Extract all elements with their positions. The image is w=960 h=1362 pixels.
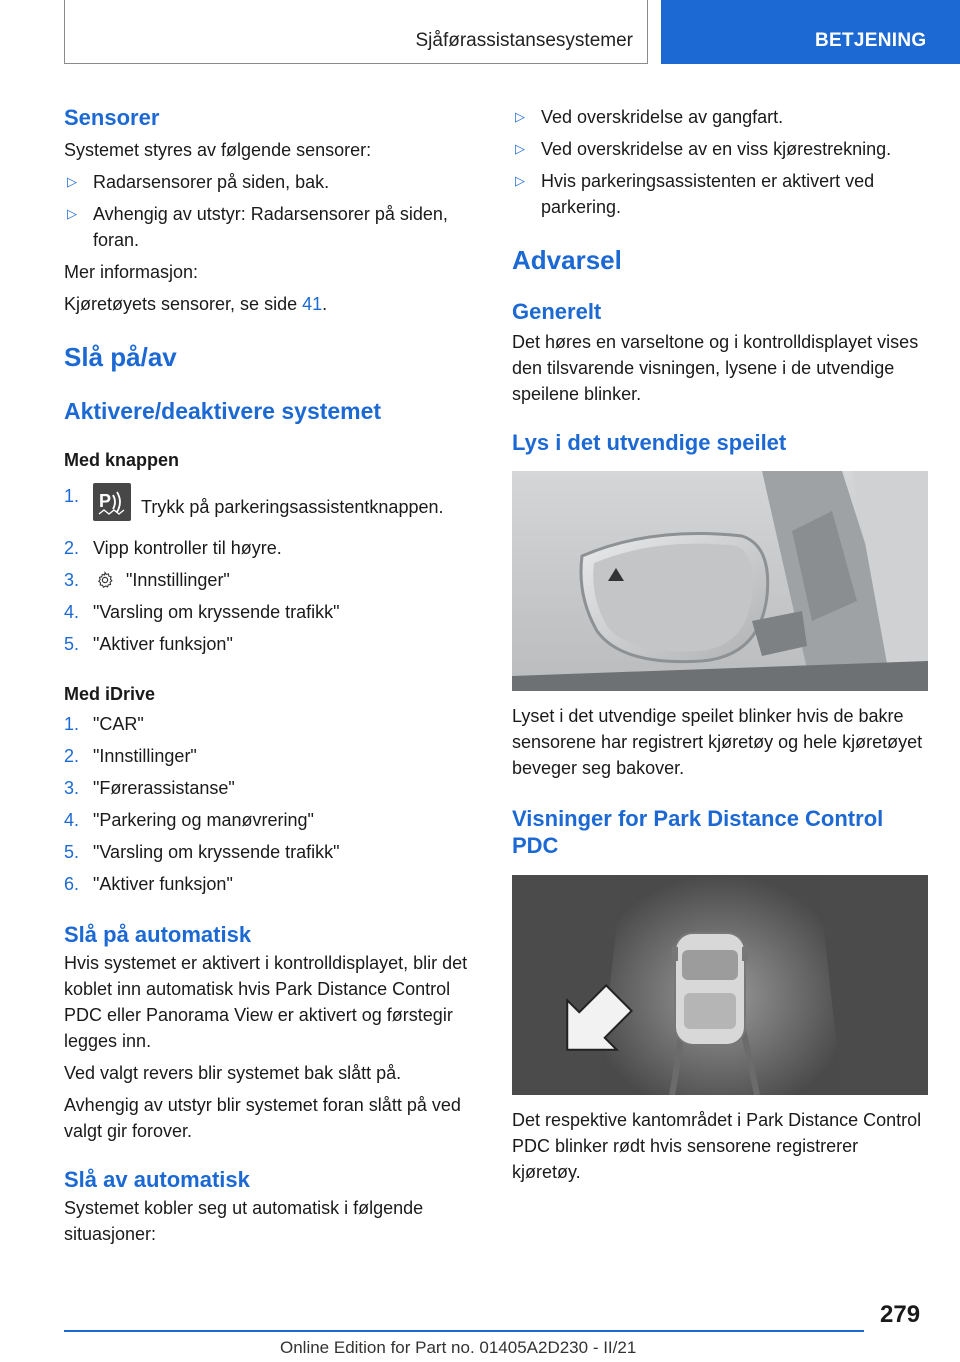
button-steps-list xyxy=(64,483,484,657)
idrive-steps-list xyxy=(64,711,484,897)
gear-icon xyxy=(96,571,114,589)
footer-divider xyxy=(64,1330,864,1332)
header-section-box xyxy=(64,0,648,64)
list-item: 4. "Varsling om kryssende trafikk" xyxy=(64,602,340,622)
list-item: 3. "Innstillinger" xyxy=(64,570,230,590)
pdc-paragraph: Det respektive kantområdet i Park Distance Control PDC blinker rødt hvis sensorene registrerer kjøretøy. xyxy=(512,1110,922,1182)
idrive-subheading: Med iDrive xyxy=(64,684,156,704)
side-mirror-illustration xyxy=(512,471,928,691)
list-item: ▷ Ved overskridelse av en viss kjørestrekning. xyxy=(512,136,930,162)
triangle-bullet-icon: ▷ xyxy=(515,109,525,124)
svg-text:P: P xyxy=(99,491,112,511)
pdc-display-illustration xyxy=(512,875,928,1095)
heading-on-off: Slå på/av xyxy=(64,342,177,372)
triangle-bullet-icon: ▷ xyxy=(515,173,525,188)
list-item: 4. "Parkering og manøvrering" xyxy=(64,810,314,830)
heading-auto-on: Slå på automatisk xyxy=(64,922,252,947)
list-item: 6. "Aktiver funksjon" xyxy=(64,874,233,894)
more-info-label: Mer informasjon: xyxy=(64,262,199,282)
list-item: 2. "Innstillinger" xyxy=(64,746,197,766)
button-subheading: Med knappen xyxy=(64,450,180,470)
auto-on-paragraph-1: Hvis systemet er aktivert i kontrolldisplayet, blir det koblet inn automatisk hvis Park Distance Control PDC eller Panorama View er aktivert og førstegir legges inn. xyxy=(64,953,468,1051)
heading-activate: Aktivere/deaktivere systemet xyxy=(64,398,382,424)
header-section-title: Sjåførassistansesystemer xyxy=(415,30,633,51)
auto-on-paragraph-3: Avhengig av utstyr blir systemet foran slått på ved valgt gir forover. xyxy=(64,1095,461,1141)
triangle-bullet-icon: ▷ xyxy=(515,141,525,156)
triangle-bullet-icon: ▷ xyxy=(67,174,77,189)
parking-assistant-button-icon xyxy=(93,483,131,521)
general-paragraph: Det høres en varseltone og i kontrolldisplayet vises den tilsvarende visningen, lysene i de utvendige speilene blinker. xyxy=(512,332,919,404)
footer-edition: Online Edition for Part no. 01405A2D230 - II/21 xyxy=(280,1338,637,1357)
list-item: 5. "Aktiver funksjon" xyxy=(64,634,233,654)
auto-on-paragraph-2: Ved valgt revers blir systemet bak slått på. xyxy=(64,1063,402,1083)
list-item: 1. P Trykk på parkeringsassistentknappen. xyxy=(64,483,484,521)
list-item: 1. "CAR" xyxy=(64,714,144,734)
heading-pdc: Visninger for Park Distance Control PDC xyxy=(512,806,884,858)
vehicle-sensors-ref: Kjøretøyets sensorer, se side 41. xyxy=(64,294,328,314)
sensors-intro: Systemet styres av følgende sensorer: xyxy=(64,140,372,160)
list-item: ▷ Avhengig av utstyr: Radarsensorer på siden, foran. xyxy=(64,201,484,253)
list-item: ▷ Radarsensorer på siden, bak. xyxy=(64,169,484,195)
heading-mirror-light: Lys i det utvendige speilet xyxy=(512,430,787,455)
triangle-bullet-icon: ▷ xyxy=(67,206,77,221)
list-item: 2. Vipp kontroller til høyre. xyxy=(64,538,282,558)
auto-off-paragraph: Systemet kobler seg ut automatisk i følgende situasjoner: xyxy=(64,1198,424,1244)
heading-sensors: Sensorer xyxy=(64,105,160,130)
header-chapter-tab[interactable] xyxy=(661,0,960,64)
list-item: 5. "Varsling om kryssende trafikk" xyxy=(64,842,340,862)
list-item: ▷ Ved overskridelse av gangfart. xyxy=(512,104,930,130)
auto-off-list xyxy=(512,104,930,220)
heading-warning: Advarsel xyxy=(512,245,622,275)
list-item: ▷ Hvis parkeringsassistenten er aktivert ved parkering. xyxy=(512,168,930,220)
left-column xyxy=(64,100,484,1247)
sensors-list xyxy=(64,169,484,253)
mirror-paragraph: Lyset i det utvendige speilet blinker hvis de bakre sensorene har registrert kjøretøy og hele kjøretøyet beveger seg bakover. xyxy=(512,706,923,778)
heading-auto-off: Slå av automatisk xyxy=(64,1167,250,1192)
right-column xyxy=(512,100,930,1185)
list-item: 3. "Førerassistanse" xyxy=(64,778,235,798)
heading-general: Generelt xyxy=(512,299,602,324)
page-number: 279 xyxy=(880,1301,921,1328)
page-link[interactable]: 41 xyxy=(302,294,323,314)
header-chapter-title: BETJENING xyxy=(815,30,927,51)
